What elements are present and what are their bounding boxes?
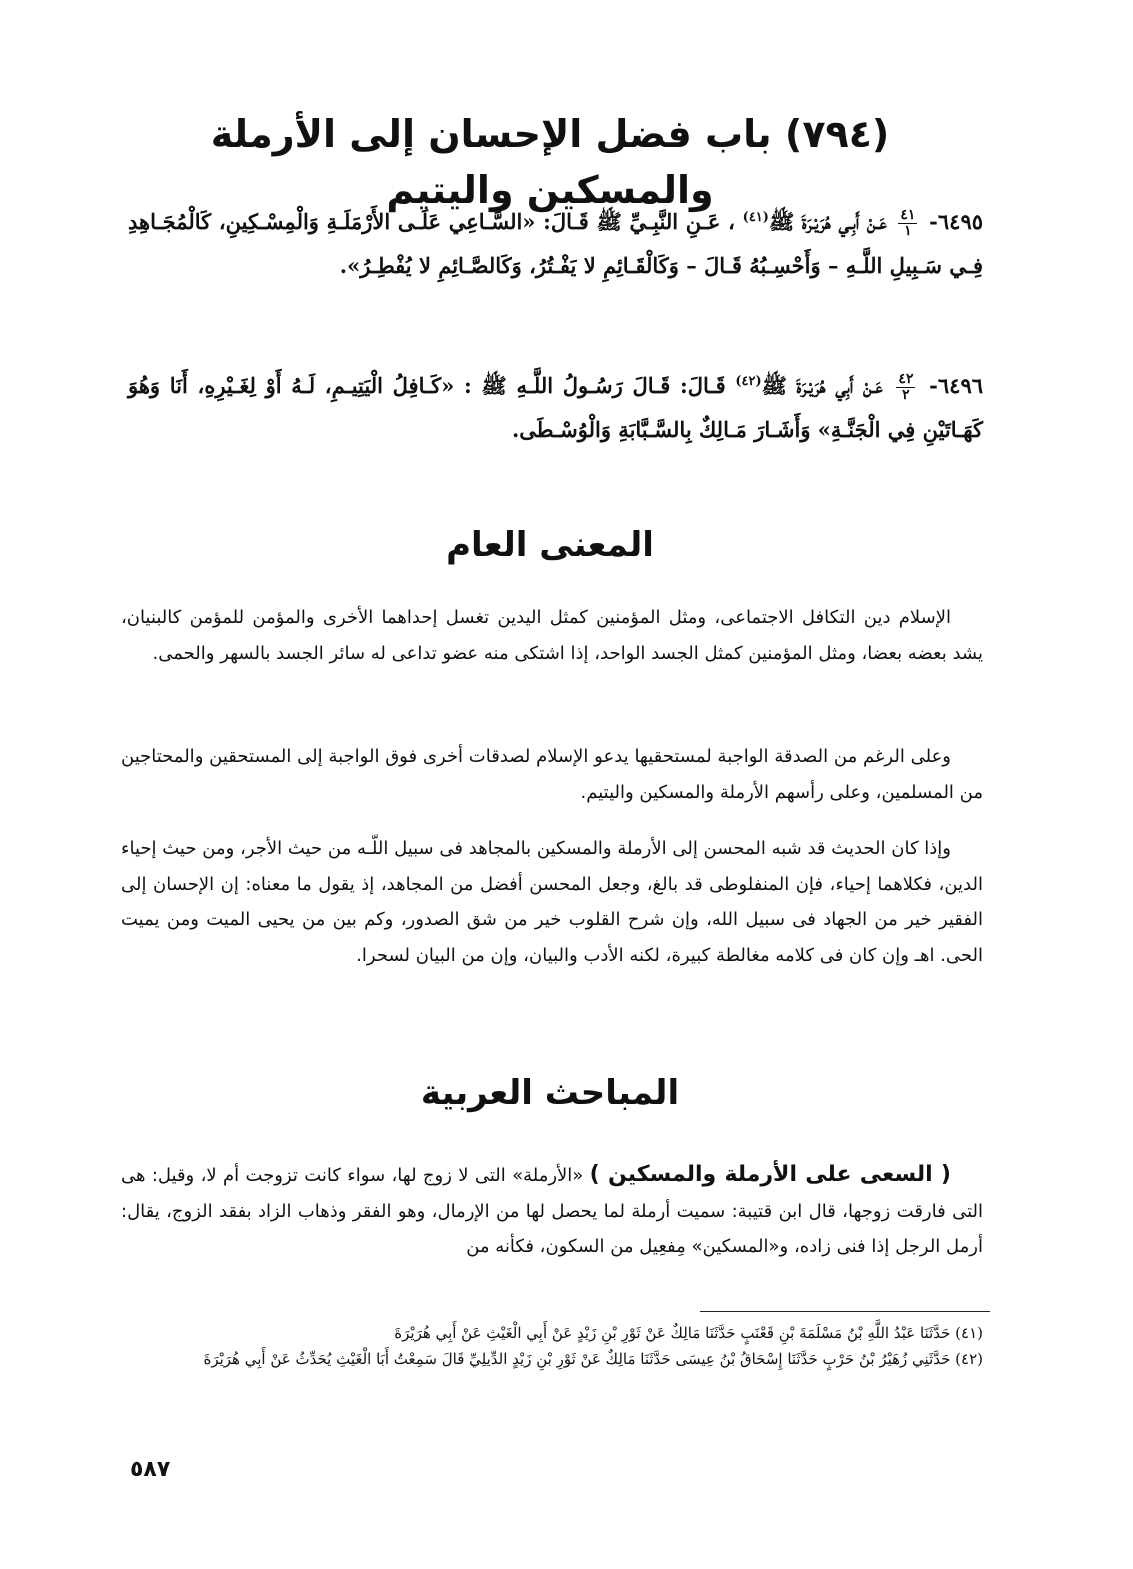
section-title-arabic: المباحث العربية bbox=[420, 1073, 680, 1113]
fraction-bottom: ٢ bbox=[902, 387, 910, 403]
hadith-text-start: عَـنْ أَبِي هُرَيْـرَةَ ﷺ bbox=[761, 373, 883, 398]
hadith-text-start: عَـنْ أَبِـي هُرَيْـرَةَ ﷺ bbox=[768, 209, 887, 234]
general-paragraph-1: الإسلام دين التكافل الاجتماعى، ومثل المؤمنين كمثل اليدين تغسل إحداهما الأخرى والمؤمن للمؤمن كالبنيان، يشد بعضه بعضا، ومثل المؤمنين كمثل الجسد الواحد، إذا اشتكى منه عضو تداعى له سائر الجسد بالسهر والحمى. bbox=[121, 607, 983, 664]
fraction-top: ٤٢ bbox=[898, 371, 914, 387]
hadith-text: قَـالَ: قَـالَ رَسُـولُ اللَّـهِ ﷺ : «كَـافِلُ الْيَتِيـمِ، لَـهُ أَوْ لِغَـيْرِهِ، أَنَا وَهُوَ كَهَـاتَيْنِ فِي الْجَنَّـةِ» وَأَشَـارَ مَـالِكٌ بِالسَّـبَّابَةِ وَالْوُسْـطَى. bbox=[128, 373, 983, 442]
fraction-top: ٤١ bbox=[900, 207, 916, 223]
general-paragraph-2: وعلى الرغم من الصدقة الواجبة لمستحقيها يدعو الإسلام لصدقات أخرى فوق الواجبة إلى المستحقين والمحتاجين من المسلمين، وعلى رأسهم الأرملة والمسكين واليتيم. bbox=[121, 746, 983, 803]
footnote-divider bbox=[700, 1311, 990, 1312]
hadith-fraction bbox=[896, 372, 915, 403]
hadith-6495 bbox=[128, 196, 983, 288]
footnote-ref: (٤١) bbox=[742, 210, 769, 225]
hadith-6496 bbox=[128, 360, 983, 452]
general-paragraph-3: وإذا كان الحديث قد شبه المحسن إلى الأرملة والمسكين بالمجاهد فى سبيل اللّـه من حيث الأجر، ومن حيث إحياء الدين، فكلاهما إحياء، فإن المنفلوطى قد بالغ، وجعل المحسن أفضل من المجاهد، إذ يقول ما معناه: إن الإحسان إلى الفقير خير من الجهاد فى سبيل الله، وإن شرح القلوب خير من شق الصدور، وكم بين من يحيى الميت ومن يميت الحى. اهـ وإن كان فى كلامه مغالطة كبيرة، لكنه الأدب والبيان، وإن من البيان لسحرا. bbox=[121, 838, 983, 966]
chapter-title: (٧٩٤) باب فضل الإحسان إلى الأرملة والمسكين واليتيم bbox=[210, 112, 890, 212]
footnote-42: (٤٢) حَدَّثَنِي زُهَيْرُ بْنُ حَرْبٍ حَدَّثَنَا إِسْحَاقُ بْنُ عِيسَى حَدَّثَنَا مَالِكٌ عَنْ ثَوْرِ بْنِ زَيْدٍ الدِّيلِيِّ قَالَ سَمِعْتُ أَبَا الْغَيْثِ يُحَدِّثُ عَنْ أَبِي هُرَيْرَةَ bbox=[203, 1350, 983, 1368]
hadith-number: ٦٤٩٦- bbox=[929, 373, 984, 398]
topic-text: «الأرملة» التى لا زوج لها، سواء كانت تزوجت أم لا، وقيل: هى التى فارقت زوجها، قال ابن قتيبة: سميت أرملة لما يحصل لها من الإرمال، وهو الفقر وذهاب الزاد بفقد الزوج، يقال: أرمل الرجل إذا فنى زاده، و«المسكين» مِفعِيل من السكون، فكأنه من bbox=[121, 1165, 983, 1257]
footnotes bbox=[121, 1321, 983, 1373]
hadith-text: ، عَـنِ النَّبِـيِّ ﷺ قَـالَ: «السَّـاعِي عَلَـى الأَرْمَلَـةِ وَالْمِسْـكِينِ، كَالْمُجَـاهِدِ فِـي سَـبِيلِ اللَّـهِ – وَأَحْسِـبُهُ قَـالَ – وَكَالْقَـائِمِ لا يَفْـتُرُ، وَكَالصَّـائِمِ لا يُفْطِـرُ». bbox=[128, 209, 983, 278]
footnote-ref: (٤٢) bbox=[735, 374, 762, 389]
fraction-bottom: ١ bbox=[904, 223, 912, 239]
hadith-number: ٦٤٩٥- bbox=[929, 209, 984, 234]
arabic-paragraph bbox=[121, 1157, 983, 1265]
section-title-general: المعنى العام bbox=[446, 525, 654, 565]
topic-heading: ( السعى على الأرملة والمسكين ) bbox=[589, 1162, 951, 1187]
hadith-fraction bbox=[898, 208, 917, 239]
page-number: ٥٨٧ bbox=[130, 1457, 171, 1482]
footnote-41: (٤١) حَدَّثَنَا عَبْدُ اللَّهِ بْنُ مَسْلَمَةَ بْنِ قَعْنَبٍ حَدَّثَنَا مَالِكٌ عَنْ ثَوْرِ بْنِ زَيْدٍ عَنْ أَبِي الْغَيْثِ عَنْ أَبِي هُرَيْرَةَ bbox=[394, 1324, 983, 1342]
